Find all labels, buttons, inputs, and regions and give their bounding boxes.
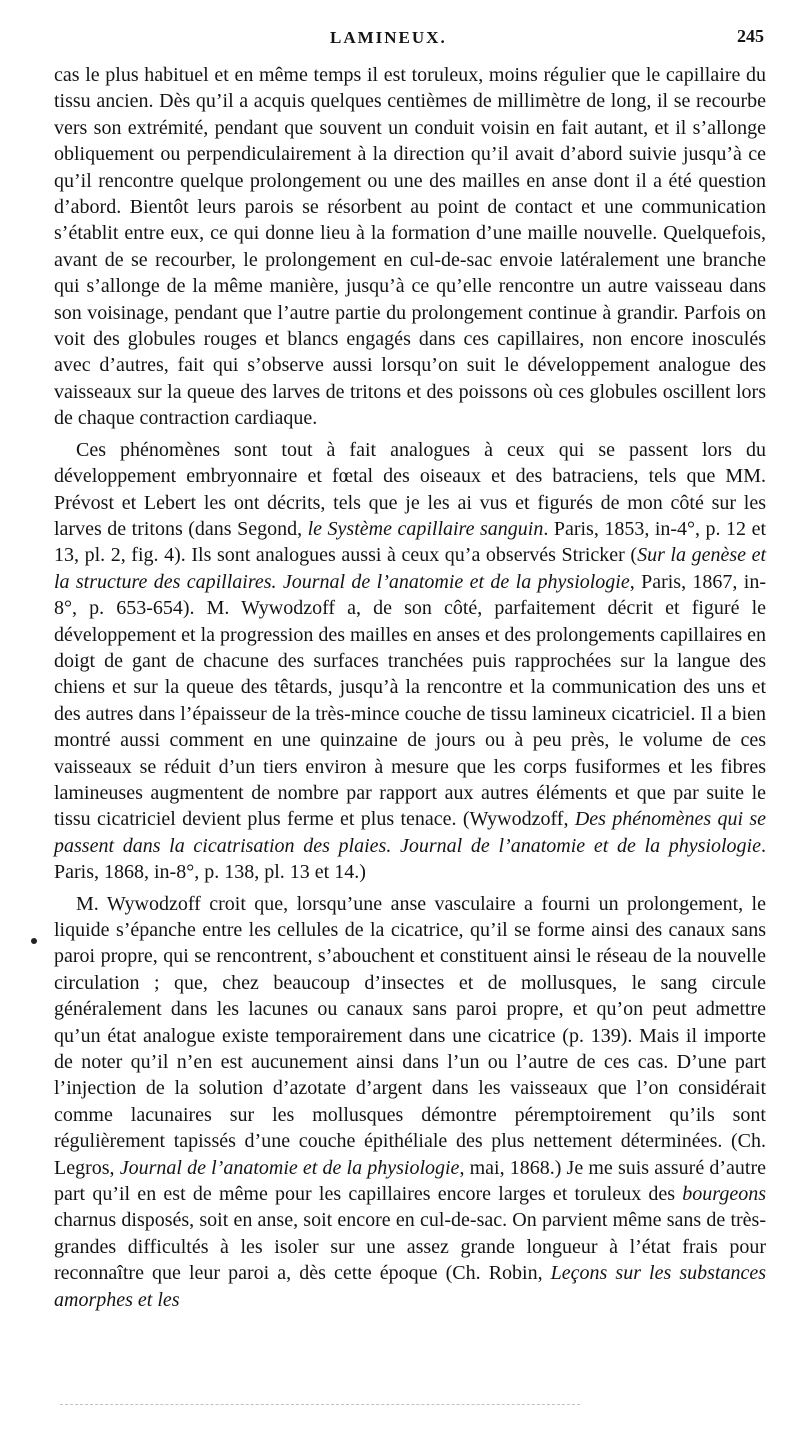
page-header	[0, 28, 800, 58]
italic-citation: Leçons sur les substances amorphes et les	[54, 1262, 766, 1311]
italic-citation: Des phénomènes qui se passent dans la cicatrisation des plaies. Journal de l’anatomie et de la physiologie	[54, 808, 766, 857]
text-run: . Paris, 1868, in-8°, p. 138, pl. 13 et 14.)	[54, 834, 766, 884]
paragraph-3	[54, 891, 766, 1314]
text-run: , Paris, 1867, in-8°, p. 653-654). M. Wywodzoff a, de son côté, parfaitement décrit et figuré le développement et la progression des mailles en anses et des prolongements capillaires en doigt de gant de chacune des surfaces tranchées puis rapprochées sur la langue des chiens et sur la queue des têtards, jusqu’à la rencontre et la communication des uns et des autres dans l’épaisseur de la très-mince couche de tissu lamineux cicatriciel. Il a bien montré aussi comment en une quinzaine de jours ou à peu près, le volume de ces vaisseaux se réduit d’un tiers environ à mesure que les corps fusiformes et les fibres lamineuses augmentent de nombre par rapport aux autres éléments et que par suite le tissu cicatriciel devient plus ferme et plus tenace. (Wywodzoff,	[54, 570, 767, 831]
text-run: , mai, 1868.) Je me suis assuré d’autre part qu’il en est de même pour les capillaires encore larges et toruleux des	[54, 1156, 767, 1206]
paragraph-1	[54, 62, 766, 432]
page-number: 245	[737, 26, 764, 46]
italic-citation: bourgeons	[682, 1183, 766, 1206]
body-text	[54, 62, 766, 1313]
paragraph-2	[54, 437, 766, 886]
running-title: LAMINEUX.	[330, 28, 447, 47]
footer-rule	[60, 1404, 580, 1405]
text-run: cas le plus habituel et en même temps il est toruleux, moins régulier que le capillaire du tissu ancien. Dès qu’il a acquis quelques centièmes de millimètre de long, il se recourbe vers son extrémité, pendant que souvent un conduit voisin en fait autant, et il s’allonge obliquement ou perpendiculairement à la direction qu’il avait d’abord suivie jusqu’à ce qu’il rencontre quelque prolongement ou une des mailles en anse dont il a été question d’abord. Bientôt leurs parois se résorbent au point de contact et une communication s’établit entre eux, ce qui donne lieu à la formation d’une maille nouvelle. Quelquefois, avant de se recourber, le prolongement en cul-de-sac envoie latéralement une branche qui s’allonge de la même manière, jusqu’à ce qu’elle rencontre un autre vaisseau dans son voisinage, pendant que l’autre partie du prolongement continue à grandir. Parfois on voit des globules rouges et blancs engagés dans ces capillaires, non encore inosculés avec d’autres, fait qui s’observe aussi lorsqu’on suit le développement analogue des vaisseaux sur la queue des larves de tritons et des poissons où ces globules oscillent lors de chaque contraction cardiaque.	[54, 64, 766, 430]
text-run: . Paris, 1853, in-4°, p. 12 et 13, pl. 2, fig. 4). Ils sont analogues aussi à ceux qu’a observés Stricker (	[54, 517, 766, 567]
text-run: Ces phénomènes sont tout à fait analogues à ceux qui se passent lors du développement embryonnaire et fœtal des oiseaux et des batraciens, tels que MM. Prévost et Lebert les ont décrits, tels que je les ai vus et figurés de mon côté sur les larves de tritons (dans Segond,	[54, 438, 766, 540]
margin-mark	[31, 938, 37, 944]
italic-citation: Sur la genèse et la structure des capillaires. Journal de l’anatomie et de la physiologie	[54, 544, 767, 593]
italic-citation: le Système capillaire sanguin	[307, 517, 544, 540]
text-run: M. Wywodzoff croit que, lorsqu’une anse vasculaire a fourni un prolongement, le liquide s’épanche entre les cellules de la cicatrice, qu’il se forme ainsi des canaux sans paroi propre, qui se rencontrent, s’abouchent et constituent ainsi le réseau de la nouvelle circulation ; que, chez beaucoup d’insectes et de mollusques, le sang circule généralement dans les lacunes ou canaux sans paroi propre, et qu’on peut admettre qu’un état analogue existe temporairement dans une cicatrice (p. 139). Mais il importe de noter qu’il n’en est aucunement ainsi dans l’un ou l’autre de ces cas. D’une part l’injection de la solution d’azotate d’argent dans les vaisseaux que l’on considérait comme lacunaires sur les mollusques démontre péremptoirement qu’ils sont régulièrement tapissés d’une couche épithéliale des plus nettement déterminées. (Ch. Legros,	[54, 892, 766, 1179]
text-run: charnus disposés, soit en anse, soit encore en cul-de-sac. On parvient même sans de très-grandes difficultés à les isoler sur une assez grande longueur à l’état frais pour reconnaître que leur paroi a, dès cette époque (Ch. Robin,	[54, 1209, 766, 1285]
italic-citation: Journal de l’anatomie et de la physiologie	[119, 1156, 460, 1179]
